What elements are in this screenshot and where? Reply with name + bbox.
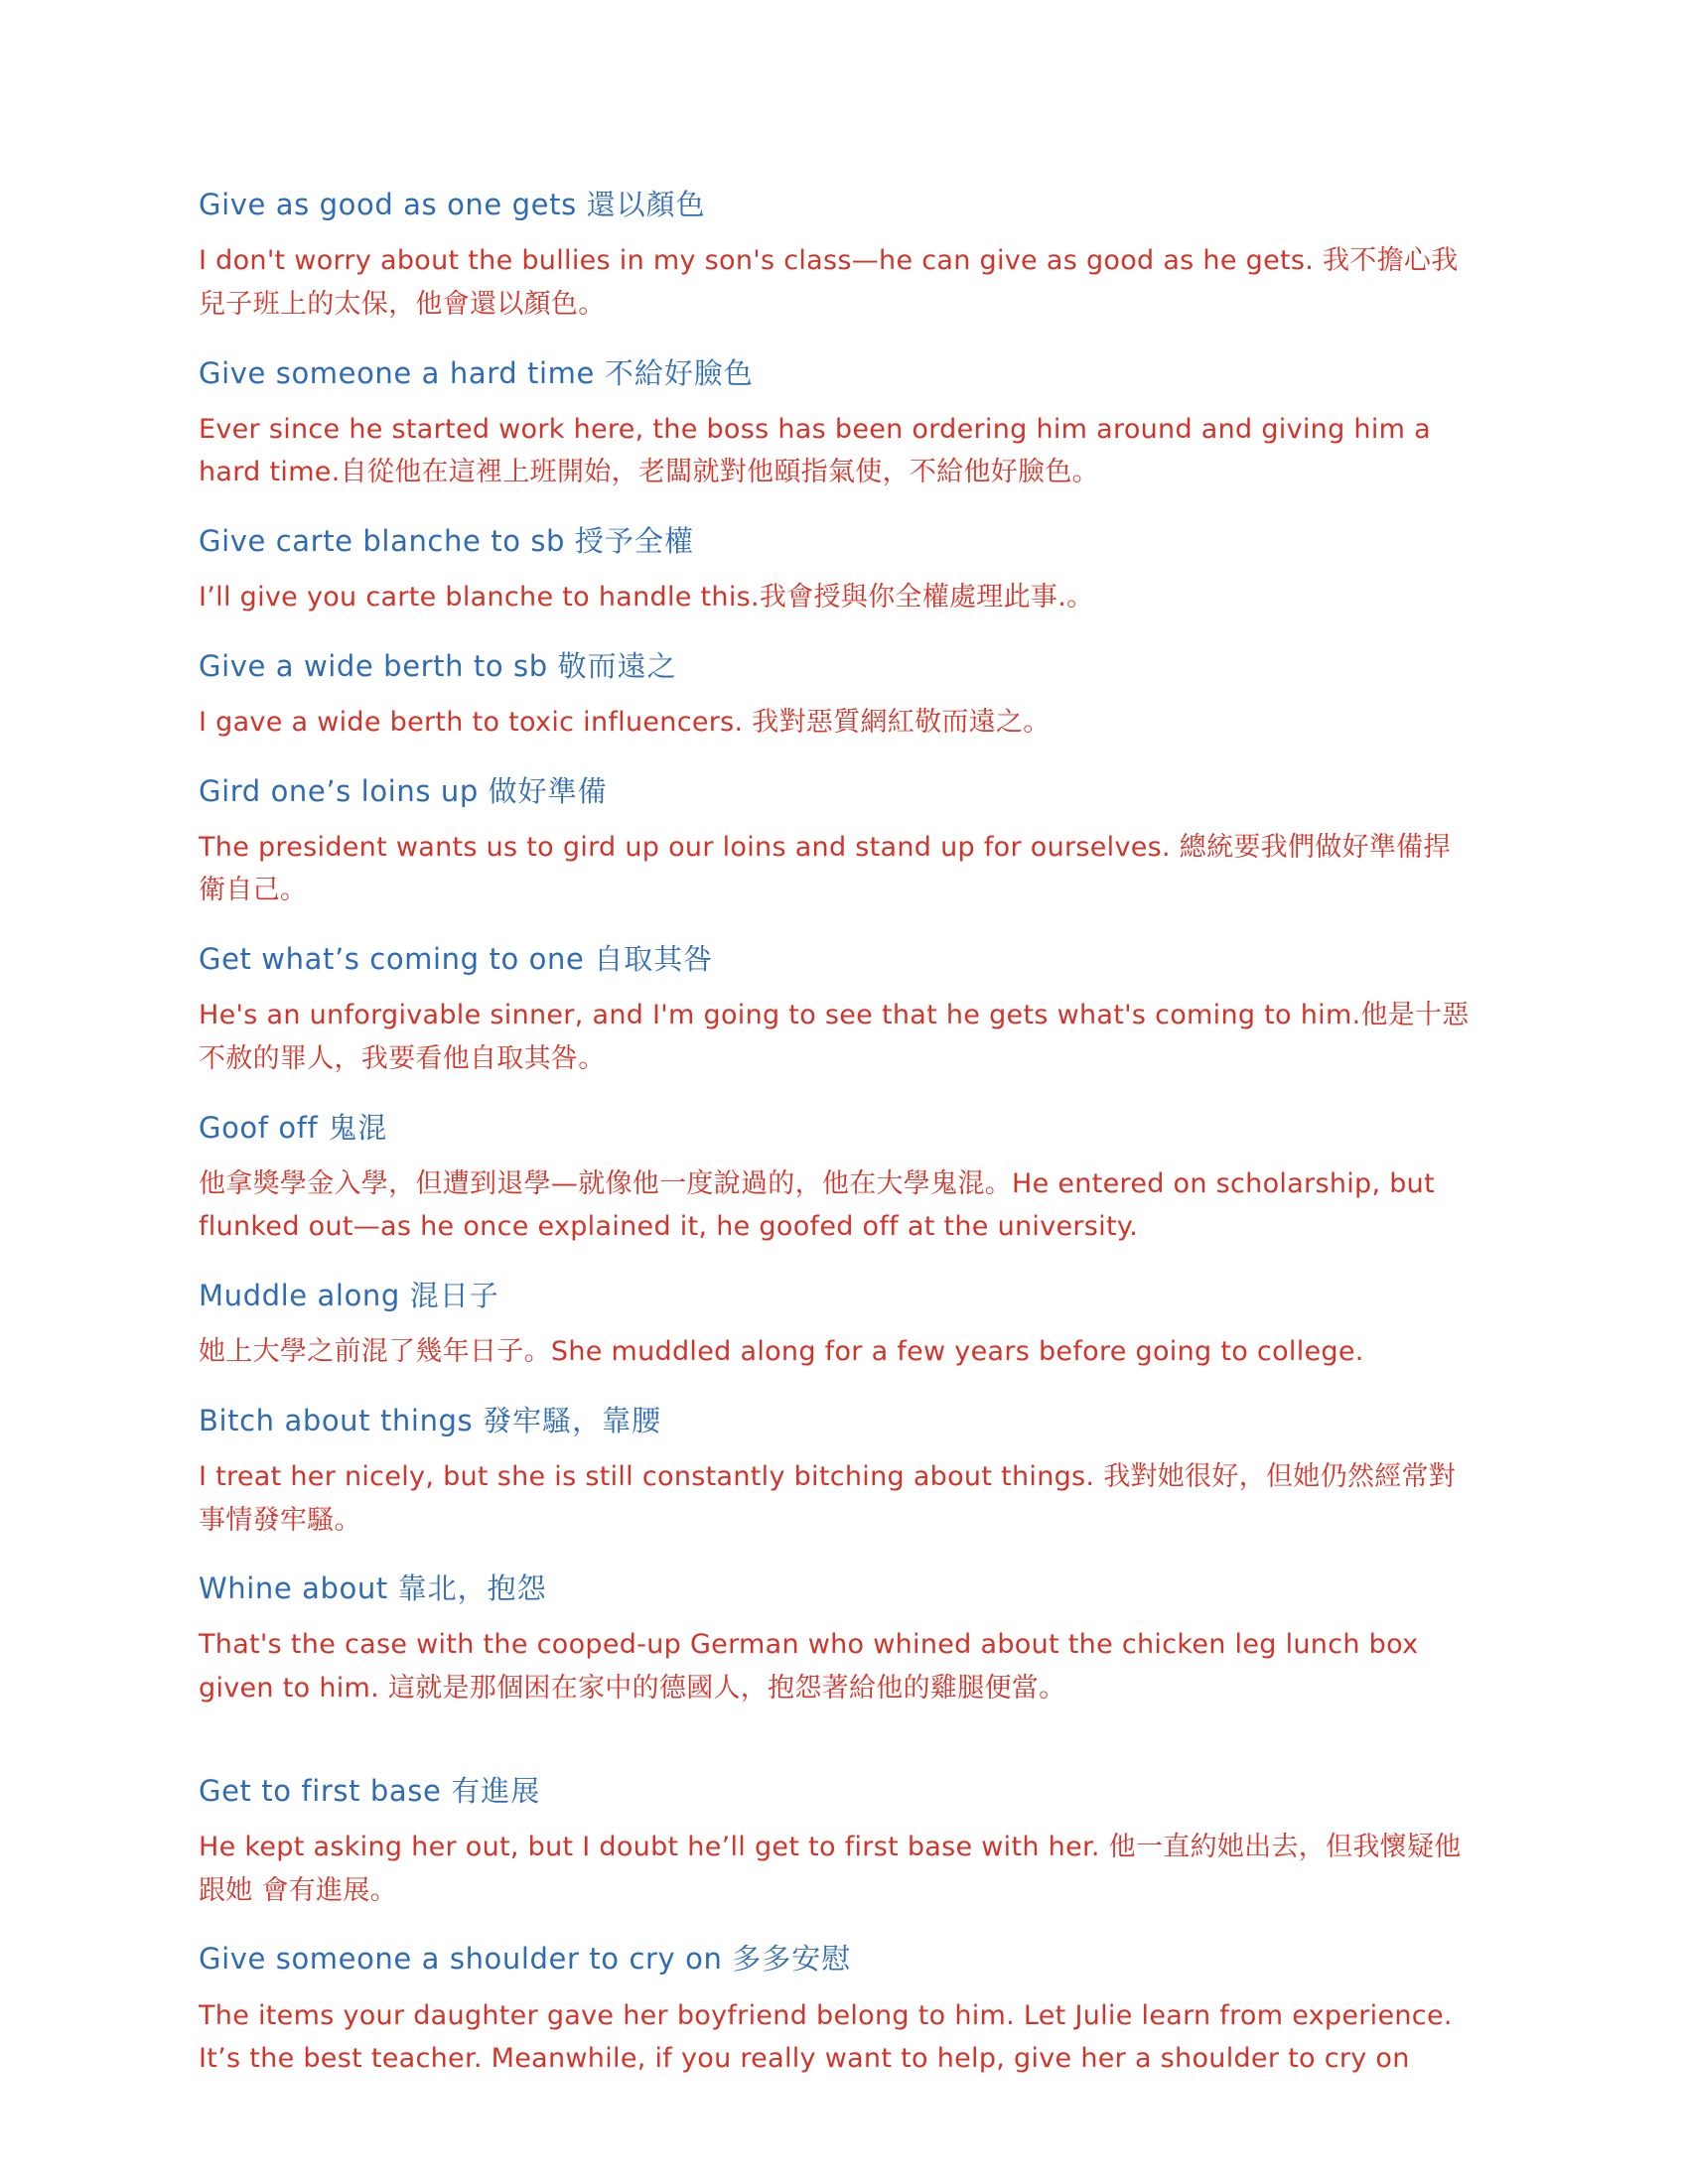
idiom-headword-english: Get to first base — [199, 1773, 442, 1808]
idiom-entry — [199, 645, 1475, 745]
idiom-headword — [199, 770, 1475, 812]
idiom-example-sentence: I’ll give you carte blanche to handle this.我會授與你全權處理此事.。 — [199, 582, 1094, 614]
idiom-headword — [199, 1400, 1475, 1441]
idiom-headword-chinese: 鬼混 — [328, 1110, 388, 1145]
idiom-entry — [199, 184, 1475, 327]
idiom-headword-chinese: 自取其咎 — [594, 942, 714, 977]
idiom-headword — [199, 1568, 1475, 1609]
idiom-entry — [199, 1770, 1475, 1913]
idiom-example-sentence: 他拿獎學金入學，但遭到退學—就像他一度說過的，他在大學鬼混。He entered on scholarship, but flunked out—as he once explained it, he goofed off at the university. — [199, 1167, 1435, 1243]
idiom-headword — [199, 1107, 1475, 1149]
idiom-headword-english: Give as good as one gets — [199, 188, 577, 221]
idiom-headword — [199, 1275, 1475, 1316]
section-spacer — [199, 1736, 1475, 1770]
idiom-headword-english: Bitch about things — [199, 1403, 474, 1437]
idiom-headword-english: Get what’s coming to one — [199, 942, 585, 977]
idiom-example-sentence: He's an unforgivable sinner, and I'm going to see that he gets what's coming to him.他是十惡不赦的罪人，我要看他自取其咎。 — [199, 1000, 1470, 1074]
idiom-headword-english: Muddle along — [199, 1279, 400, 1313]
idiom-entry — [199, 1275, 1475, 1374]
idiom-example-sentence: I treat her nicely, but she is still constantly bitching about things. 我對她很好，但她仍然經常對事情發牢騷。 — [199, 1460, 1457, 1536]
idiom-headword-chinese: 有進展 — [451, 1773, 541, 1808]
idiom-headword — [199, 645, 1475, 687]
idiom-entry — [199, 770, 1475, 913]
idiom-headword-chinese: 做好準備 — [488, 773, 608, 808]
idiom-example-sentence: Ever since he started work here, the boss has been ordering him around and giving him a hard time.自從他在這裡上班開始，老闆就對他頤指氣使，不給他好臉色。 — [199, 413, 1431, 488]
idiom-entry — [199, 1400, 1475, 1543]
idiom-example-sentence: 她上大學之前混了幾年日子。She muddled along for a few years before going to college. — [199, 1336, 1364, 1368]
idiom-headword-english: Whine about — [199, 1571, 388, 1606]
idiom-example-sentence: I don't worry about the bullies in my son's class—he can give as good as he gets. 我不擔心我兒子班上的太保，他會還以顏色。 — [199, 245, 1459, 320]
idiom-headword-english: Give a wide berth to sb — [199, 648, 548, 683]
idiom-headword-chinese: 靠北，抱怨 — [397, 1571, 547, 1606]
idiom-example-sentence: The items your daughter gave her boyfriend belong to him. Let Julie learn from experience. It’s the best teacher. Meanwhile, if you really want to help, give her a shoulder to cry on — [199, 1999, 1453, 2075]
idiom-headword-english: Goof off — [199, 1110, 319, 1145]
idiom-headword-chinese: 還以顏色 — [586, 188, 706, 221]
idiom-headword-english: Gird one’s loins up — [199, 773, 479, 808]
idiom-entry-list — [199, 184, 1475, 2081]
idiom-headword — [199, 1770, 1475, 1812]
idiom-headword-chinese: 不給好臉色 — [604, 355, 754, 390]
idiom-headword — [199, 938, 1475, 980]
idiom-example-sentence: I gave a wide berth to toxic influencers. 我對惡質網紅敬而遠之。 — [199, 706, 1051, 738]
idiom-headword-chinese: 敬而遠之 — [557, 648, 677, 683]
idiom-example-sentence: He kept asking her out, but I doubt he’ll get to first base with her. 他一直約她出去，但我懷疑他跟她 會有進展。 — [199, 1832, 1462, 1906]
idiom-headword-chinese: 發牢騷，靠腰 — [483, 1403, 662, 1437]
idiom-headword-chinese: 授予全權 — [574, 524, 694, 559]
idiom-headword — [199, 1938, 1475, 1979]
idiom-entry — [199, 520, 1475, 619]
idiom-entry — [199, 938, 1475, 1081]
idiom-headword-chinese: 混日子 — [409, 1279, 499, 1313]
idiom-entry — [199, 1568, 1475, 1710]
idiom-headword-english: Give someone a shoulder to cry on — [199, 1942, 723, 1977]
idiom-headword-english: Give carte blanche to sb — [199, 524, 566, 559]
idiom-headword-english: Give someone a hard time — [199, 355, 595, 390]
idiom-headword — [199, 520, 1475, 562]
idiom-entry — [199, 1938, 1475, 2081]
idiom-headword — [199, 184, 1475, 225]
idiom-entry — [199, 1107, 1475, 1250]
idiom-headword-chinese: 多多安慰 — [732, 1942, 852, 1977]
idiom-entry — [199, 352, 1475, 495]
idiom-headword — [199, 352, 1475, 394]
idiom-example-sentence: That's the case with the cooped-up German who whined about the chicken leg lunch box given to him. 這就是那個困在家中的德國人，抱怨著給他的雞腿便當。 — [199, 1629, 1419, 1705]
idiom-example-sentence: The president wants us to gird up our loins and stand up for ourselves. 總統要我們做好準備捍衛自己。 — [199, 831, 1451, 906]
